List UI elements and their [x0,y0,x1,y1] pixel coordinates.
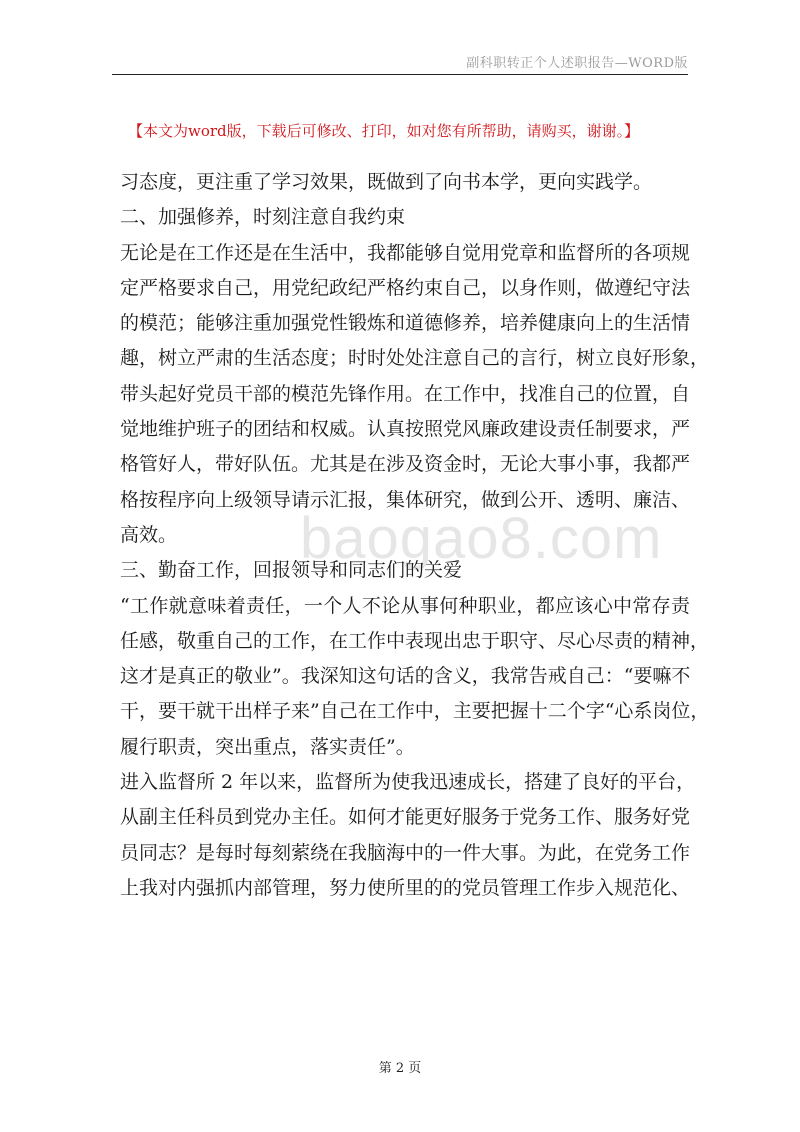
body-line: 任感，敬重自己的工作，在工作中表现出忠于职守、尽心尽责的精神， [120,629,710,652]
body-line: 趣，树立严肃的生活态度；时时处处注意自己的言行，树立良好形象， [120,347,710,370]
body-line: 上我对内强抓内部管理，努力使所里的的党员管理工作步入规范化、 [120,876,691,899]
body-line: 的模范；能够注重加强党性锻炼和道德修养，培养健康向上的生活情 [120,312,691,335]
body-line: 无论是在工作还是在生活中，我都能够自觉用党章和监督所的各项规 [120,241,691,264]
body-line: 履行职责，突出重点，落实责任”。 [120,735,415,758]
body-line: 格管好人，带好队伍。尤其是在涉及资金时，无论大事小事，我都严 [120,453,691,476]
body-line: 定严格要求自己，用党纪政纪严格约束自己，以身作则，做遵纪守法 [120,276,691,299]
body-line: 格按程序向上级领导请示汇报，集体研究，做到公开、透明、廉洁、 [120,488,691,511]
body-line: “工作就意味着责任，一个人不论从事何种职业，都应该心中常存责 [120,594,690,617]
section-heading: 三、勤奋工作，回报领导和同志们的关爱 [120,559,463,582]
document-header-title: 副科职转正个人述职报告—WORD版 [466,56,688,71]
watermark: baogao8.com [300,506,663,571]
page-number: 第 2 页 [378,1061,422,1076]
download-notice: 【本文为word版，下载后可修改、打印，如对您有所帮助，请购买，谢谢。】 [128,122,640,140]
document-body [120,165,710,906]
body-line: 觉地维护班子的团结和权威。认真按照党风廉政建设责任制要求，严 [120,418,691,441]
body-line: 高效。 [120,523,178,546]
body-line: 进入监督所 2 年以来，监督所为使我迅速成长，搭建了良好的平台， [120,771,696,794]
body-line: 带头起好党员干部的模范先锋作用。在工作中，找准自己的位置，自 [120,382,691,405]
body-line: 干，要干就干出样子来”自己在工作中，主要把握十二个字“心系岗位， [120,700,710,723]
body-line: 习态度，更注重了学习效果，既做到了向书本学，更向实践学。 [120,171,653,193]
body-line: 这才是真正的敬业”。我深知这句话的含义，我常告戒自己：“要嘛不 [120,665,691,688]
body-line: 员同志？是每时每刻萦绕在我脑海中的一件大事。为此，在党务工作 [120,841,691,864]
header-divider [112,74,688,75]
section-heading: 二、加强修养，时刻注意自我约束 [120,206,406,229]
body-line: 从副主任科员到党办主任。如何才能更好服务于党务工作、服务好党 [120,806,691,829]
